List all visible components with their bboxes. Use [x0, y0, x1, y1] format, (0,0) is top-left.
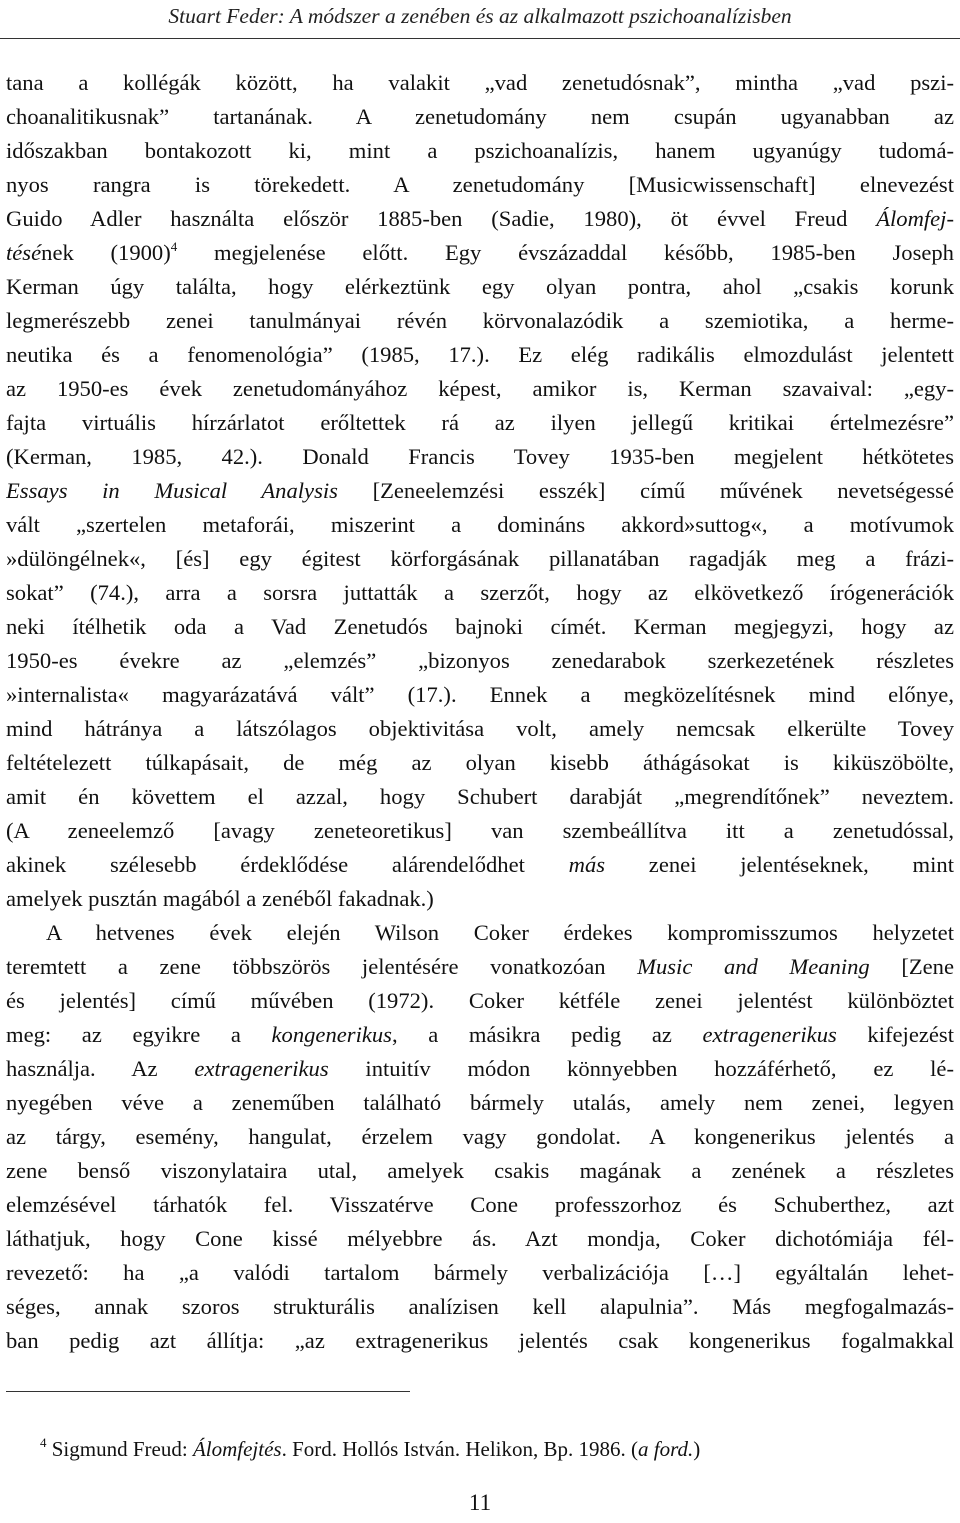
body-text	[6, 66, 954, 1358]
text-line	[6, 644, 954, 678]
text-run: 1950-es évekre az „elemzés” „bizonyos zenedarabok szerkezetének részletes	[6, 648, 954, 673]
italic-text: extragenerikus	[702, 1022, 837, 1047]
text-line	[6, 100, 954, 134]
header-rule	[0, 38, 960, 39]
text-line	[6, 1154, 954, 1188]
text-run: Sigmund Freud:	[46, 1437, 193, 1461]
text-run: időszakban bontakozott ki, mint a pszichoanalízis, hanem ugyanúgy tudomá-	[6, 138, 954, 163]
text-line	[6, 1052, 954, 1086]
text-run: elemzésével tárhatók fel. Visszatérve Cone professzorhoz és Schuberthez, azt	[6, 1192, 954, 1217]
italic-text: a ford.	[638, 1437, 694, 1461]
text-line	[6, 1324, 954, 1358]
text-run: amit én követtem el azzal, hogy Schubert darabját „megrendítőnek” neveztem.	[6, 784, 954, 809]
text-run: zenei jelentéseknek, mint	[605, 852, 954, 877]
text-line	[6, 746, 954, 780]
text-line	[6, 168, 954, 202]
text-line	[6, 134, 954, 168]
text-line	[6, 440, 954, 474]
text-run: [Zeneelemzési esszék] című művének nevetségessé	[337, 478, 954, 503]
text-run: meg: az egyikre a	[6, 1022, 272, 1047]
footnote	[40, 1434, 700, 1464]
text-run: feltételezett túlkapásait, de még az olyan kisebb áthágásokat is kiküszöbölte,	[6, 750, 954, 775]
text-line	[6, 780, 954, 814]
text-line	[6, 1188, 954, 1222]
text-run: A hetvenes évek elején Wilson Coker érdekes kompromisszumos helyzetet	[46, 920, 954, 945]
text-line	[6, 678, 954, 712]
text-run: nek (1900)	[41, 240, 171, 265]
text-run: teremtett a zene többszörös jelentésére vonatkozóan	[6, 954, 638, 979]
italic-text: tésé	[6, 240, 42, 265]
text-run: neki ítélhetik oda a Vad Zenetudós bajnoki címét. Kerman megjegyzi, hogy az	[6, 614, 954, 639]
text-run: amelyek pusztán magából a zenéből fakadnak.)	[6, 886, 434, 911]
italic-text: Álomfejtés	[192, 1437, 282, 1461]
text-run: neutika és a fenomenológia” (1985, 17.). Ez elég radikális elmozdulást jelentett	[6, 342, 954, 367]
italic-text: Essays in Musical Analysis	[6, 478, 338, 503]
footnote-marker: 4	[40, 1435, 47, 1450]
text-run: (Kerman, 1985, 42.). Donald Francis Tovey 1935-ben megjelent hétkötetes	[6, 444, 954, 469]
italic-text: Music and Meaning	[637, 954, 870, 979]
running-head: Stuart Feder: A módszer a zenében és az alkalmazott pszichoanalízisben	[168, 4, 792, 28]
footnote-ref: 4	[170, 239, 178, 254]
text-run: Guido Adler használta először 1885-ben (Sadie, 1980), öt évvel Freud	[6, 206, 877, 231]
text-line	[6, 1018, 954, 1052]
text-run: vált „szertelen metaforái, miszerint a domináns akkord»suttog«, a motívumok	[6, 512, 954, 537]
text-run: intuitív módon könnyebben hozzáférhető, ez lé-	[328, 1056, 954, 1081]
text-run: akinek szélesebb érdeklődése alárendelődhet	[6, 852, 569, 877]
text-run: , a másikra pedig az	[391, 1022, 703, 1047]
italic-text: extragenerikus	[194, 1056, 329, 1081]
text-line	[6, 1256, 954, 1290]
italic-text: Álomfej-	[876, 206, 954, 231]
text-run: fajta virtuális hírzárlatot erőltettek rá az ilyen jellegű kritikai értelmezésre”	[6, 410, 954, 435]
text-run: séges, annak szoros strukturális analízisen kell alapulnia”. Más megfogalmazás-	[6, 1294, 954, 1319]
text-run: az tárgy, esemény, hangulat, érzelem vagy gondolat. A kongenerikus jelentés a	[6, 1124, 954, 1149]
text-run: láthatjuk, hogy Cone kissé mélyebbre ás. Azt mondja, Coker dichotómiája fél-	[6, 1226, 954, 1251]
text-line	[6, 848, 954, 882]
page-number: 11	[468, 1490, 492, 1515]
text-run: kifejezést	[836, 1022, 954, 1047]
italic-text: más	[568, 852, 606, 877]
text-line	[6, 202, 954, 236]
text-line	[6, 474, 954, 508]
text-line	[6, 1290, 954, 1324]
text-line	[6, 916, 954, 950]
text-run: »dülöngélnek«, [és] egy égitest körforgásának pillanatában ragadják meg a frázi-	[6, 546, 954, 571]
text-run: . Ford. Hollós István. Helikon, Bp. 1986. (	[281, 1437, 638, 1461]
text-line	[6, 270, 954, 304]
text-run: megjelenése előtt. Egy évszázaddal később, 1985-ben Joseph	[177, 240, 954, 265]
text-line	[6, 576, 954, 610]
text-run: (A zeneelemző [avagy zeneteoretikus] van szembeállítva itt a zenetudóssal,	[6, 818, 954, 843]
text-run: az 1950-es évek zenetudományához képest, amikor is, Kerman szavaival: „egy-	[6, 376, 954, 401]
text-run: ban pedig azt állítja: „az extragenerikus jelentés csak kongenerikus fogalmakkal	[6, 1328, 954, 1353]
text-line	[6, 814, 954, 848]
text-line	[6, 372, 954, 406]
text-run: revezető: ha „a valódi tartalom bármely verbalizációja […] egyáltalán lehet-	[6, 1260, 954, 1285]
text-run: tana a kollégák között, ha valakit „vad zenetudósnak”, mintha „vad pszi-	[6, 70, 954, 95]
text-line	[6, 406, 954, 440]
text-run: »internalista« magyarázatává vált” (17.). Ennek a megközelítésnek mind előnye,	[6, 682, 954, 707]
text-line	[6, 1120, 954, 1154]
text-run: nyos rangra is törekedett. A zenetudomány [Musicwissenschaft] elnevezést	[6, 172, 954, 197]
text-line	[6, 1086, 954, 1120]
text-line	[6, 984, 954, 1018]
text-run: sokat” (74.), arra a sorsra juttatták a szerzőt, hogy az elkövetkező írógenerációk	[6, 580, 954, 605]
text-run: legmerészebb zenei tanulmányai révén körvonalazódik a szemiotika, a herme-	[6, 308, 954, 333]
italic-text: kongenerikus	[271, 1022, 392, 1047]
text-run: choanalitikusnak” tartanának. A zenetudomány nem csupán ugyanabban az	[6, 104, 954, 129]
text-line	[6, 66, 954, 100]
text-line	[6, 304, 954, 338]
text-line	[6, 610, 954, 644]
text-run: mind hátránya a látszólagos objektivitása volt, amely nemcsak elkerülte Tovey	[6, 716, 954, 741]
text-line	[6, 712, 954, 746]
text-run: zene benső viszonylataira utal, amelyek csakis magának a zenének a részletes	[6, 1158, 954, 1183]
footnote-rule	[6, 1391, 410, 1392]
text-line	[6, 950, 954, 984]
text-run: és jelentés] című művében (1972). Coker kétféle zenei jelentést különböztet	[6, 988, 954, 1013]
text-run: használja. Az	[6, 1056, 195, 1081]
text-run: [Zene	[869, 954, 954, 979]
text-run: nyegében véve a zeneműben található bármely utalás, amely nem zenei, legyen	[6, 1090, 954, 1115]
text-line	[6, 236, 954, 270]
text-line	[6, 1222, 954, 1256]
text-line	[6, 542, 954, 576]
text-line	[6, 508, 954, 542]
text-line	[6, 882, 954, 916]
text-run: Kerman úgy találta, hogy elérkeztünk egy olyan pontra, ahol „csakis korunk	[6, 274, 954, 299]
text-line	[6, 338, 954, 372]
text-run: )	[693, 1437, 701, 1461]
